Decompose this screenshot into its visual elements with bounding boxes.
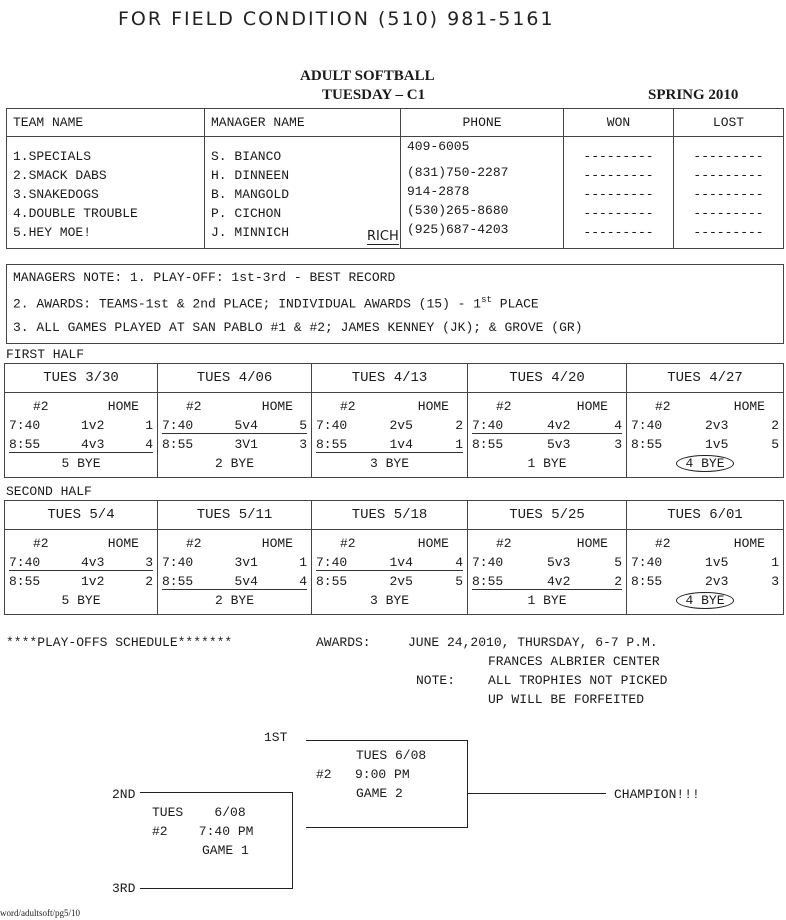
game-row bbox=[162, 574, 307, 590]
season-label: SPRING 2010 bbox=[648, 87, 739, 103]
note-line-1: MANAGERS NOTE: 1. PLAY-OFF: 1st-3rd - BEST RECORD bbox=[13, 270, 396, 285]
phone-number: (530)265-8680 bbox=[407, 203, 509, 218]
note-superscript: st bbox=[481, 295, 492, 305]
header-won: WON bbox=[564, 109, 674, 137]
bracket-line bbox=[140, 792, 293, 793]
week-date: TUES 6/01 bbox=[627, 501, 784, 530]
bracket-line bbox=[468, 793, 606, 794]
teams-table bbox=[6, 108, 784, 249]
game-row bbox=[162, 437, 307, 452]
field-label: #2 bbox=[186, 536, 202, 551]
game-row bbox=[316, 437, 463, 453]
game-row bbox=[162, 418, 307, 434]
lost-column bbox=[674, 137, 784, 249]
note-label: NOTE: bbox=[416, 673, 456, 688]
home-team: 5 bbox=[299, 418, 307, 433]
game-time: 8:55 bbox=[631, 574, 663, 589]
manager-name: S. BIANCO bbox=[211, 149, 282, 164]
game-row bbox=[631, 418, 779, 433]
game1-time: #2 7:40 PM bbox=[152, 824, 254, 839]
home-label: HOME bbox=[261, 536, 293, 551]
bye-label: 2 BYE bbox=[214, 593, 254, 608]
first-half-schedule bbox=[4, 363, 784, 478]
manager-name: J. MINNICH bbox=[211, 225, 290, 240]
won-value: --------- bbox=[583, 206, 654, 221]
awards-date: JUNE 24,2010, THURSDAY, 6-7 P.M. bbox=[408, 635, 658, 650]
lost-value: --------- bbox=[693, 149, 764, 164]
week-games bbox=[627, 393, 784, 478]
game2-label: GAME 2 bbox=[356, 786, 403, 801]
awards-label: AWARDS: bbox=[316, 635, 371, 650]
game-matchup: 2v5 bbox=[389, 574, 413, 589]
game-time: 8:55 bbox=[631, 437, 663, 452]
team-name-column bbox=[7, 137, 205, 249]
game-matchup: 2v3 bbox=[705, 418, 729, 433]
bracket-line bbox=[292, 792, 293, 889]
game-matchup: 1v5 bbox=[705, 555, 729, 570]
game-time: 8:55 bbox=[472, 437, 504, 452]
bracket-line bbox=[306, 827, 468, 828]
home-label: HOME bbox=[107, 399, 139, 414]
game-row bbox=[316, 418, 463, 433]
manager-name: P. CICHON bbox=[211, 206, 282, 221]
home-label: HOME bbox=[733, 399, 765, 414]
header-lost: LOST bbox=[674, 109, 784, 137]
second-half-schedule bbox=[4, 500, 784, 615]
game-matchup: 3V1 bbox=[234, 437, 258, 452]
home-team: 1 bbox=[771, 555, 779, 570]
field-condition-phone: FOR FIELD CONDITION (510) 981-5161 bbox=[118, 8, 555, 30]
home-team: 3 bbox=[299, 437, 307, 452]
home-team: 1 bbox=[145, 418, 153, 433]
game-time: 8:55 bbox=[162, 574, 194, 589]
trophies-note-1: ALL TROPHIES NOT PICKED bbox=[488, 673, 668, 688]
page-title: ADULT SOFTBALL bbox=[300, 68, 435, 84]
home-label: HOME bbox=[261, 399, 293, 414]
game-time: 8:55 bbox=[9, 437, 41, 452]
game-time: 7:40 bbox=[472, 555, 504, 570]
game-time: 7:40 bbox=[9, 418, 41, 433]
field-label: #2 bbox=[655, 399, 671, 414]
note-line-2-end: PLACE bbox=[491, 296, 539, 312]
phone-number: 914-2878 bbox=[407, 184, 470, 199]
home-label: HOME bbox=[576, 399, 608, 414]
won-value: --------- bbox=[583, 168, 654, 183]
bracket-line bbox=[467, 740, 468, 828]
home-label: HOME bbox=[417, 399, 449, 414]
lost-value: --------- bbox=[693, 168, 764, 183]
phone-column bbox=[367, 137, 564, 249]
week-games bbox=[468, 393, 627, 478]
home-team: 5 bbox=[455, 574, 463, 589]
home-team: 3 bbox=[614, 437, 622, 452]
home-label: HOME bbox=[417, 536, 449, 551]
lost-value: --------- bbox=[693, 225, 764, 240]
home-team: 4 bbox=[145, 437, 153, 452]
game2-date: TUES 6/08 bbox=[356, 748, 427, 763]
bye-label: 3 BYE bbox=[369, 456, 409, 471]
game-row bbox=[472, 574, 622, 590]
game-row bbox=[631, 574, 779, 589]
game-matchup: 2v5 bbox=[389, 418, 413, 433]
team-name: 3.SNAKEDOGS bbox=[13, 187, 99, 202]
manager-name: B. MANGOLD bbox=[211, 187, 290, 202]
won-value: --------- bbox=[583, 187, 654, 202]
playoffs-heading: ****PLAY-OFFS SCHEDULE******* bbox=[6, 635, 233, 650]
page-subtitle: TUESDAY – C1 bbox=[322, 87, 426, 103]
seed-2nd: 2ND bbox=[112, 787, 136, 802]
game1-date: TUES 6/08 bbox=[152, 805, 246, 820]
game-time: 7:40 bbox=[631, 555, 663, 570]
game-matchup: 4v2 bbox=[547, 418, 571, 433]
home-team: 1 bbox=[299, 555, 307, 570]
trophies-note-2: UP WILL BE FORFEITED bbox=[488, 692, 645, 707]
week-games bbox=[158, 530, 312, 615]
game-row bbox=[631, 437, 779, 452]
game-matchup: 4v2 bbox=[547, 574, 571, 589]
game-matchup: 4v3 bbox=[81, 555, 105, 570]
field-label: #2 bbox=[340, 399, 356, 414]
week-games bbox=[5, 393, 158, 478]
home-label: HOME bbox=[107, 536, 139, 551]
game-matchup: 5v3 bbox=[547, 555, 571, 570]
week-games bbox=[468, 530, 627, 615]
home-team: 4 bbox=[614, 418, 622, 433]
game-row bbox=[162, 555, 307, 570]
champion-label: CHAMPION!!! bbox=[614, 787, 700, 802]
managers-note bbox=[6, 264, 784, 344]
second-half-label: SECOND HALF bbox=[6, 484, 92, 499]
field-label: #2 bbox=[496, 536, 512, 551]
game-time: 8:55 bbox=[316, 437, 348, 452]
game-row bbox=[9, 555, 153, 571]
awards-place: FRANCES ALBRIER CENTER bbox=[488, 654, 660, 669]
week-date: TUES 5/18 bbox=[312, 501, 468, 530]
lost-value: --------- bbox=[693, 187, 764, 202]
phone-number: (831)750-2287 bbox=[407, 165, 509, 180]
home-team: 5 bbox=[771, 437, 779, 452]
bye-circled: 4 BYE bbox=[676, 455, 733, 472]
team-name: 2.SMACK DABS bbox=[13, 168, 107, 183]
note-line-2 bbox=[13, 295, 539, 311]
game-matchup: 3v1 bbox=[234, 555, 258, 570]
game-row bbox=[9, 437, 153, 453]
phone-number: (925)687-4203 bbox=[407, 222, 509, 237]
field-label: #2 bbox=[496, 399, 512, 414]
game-row bbox=[316, 574, 463, 589]
game-matchup: 1v2 bbox=[81, 418, 105, 433]
home-team: 3 bbox=[771, 574, 779, 589]
home-team: 1 bbox=[455, 437, 463, 452]
won-value: --------- bbox=[583, 149, 654, 164]
field-label: #2 bbox=[186, 399, 202, 414]
week-games bbox=[312, 393, 468, 478]
game-matchup: 4v3 bbox=[81, 437, 105, 452]
won-column bbox=[564, 137, 674, 249]
week-games bbox=[312, 530, 468, 615]
footer-path: word/adultsoft/pg5/10 bbox=[0, 908, 80, 918]
home-team: 2 bbox=[455, 418, 463, 433]
week-date: TUES 4/27 bbox=[627, 364, 784, 393]
won-value: --------- bbox=[583, 225, 654, 240]
home-team: 2 bbox=[614, 574, 622, 589]
game-time: 7:40 bbox=[162, 418, 194, 433]
team-name: 4.DOUBLE TROUBLE bbox=[13, 206, 138, 221]
week-date: TUES 5/11 bbox=[158, 501, 312, 530]
week-date: TUES 5/4 bbox=[5, 501, 158, 530]
note-line-2-text: 2. AWARDS: TEAMS-1st & 2nd PLACE; INDIVIDUAL AWARDS (15) - 1 bbox=[13, 296, 482, 312]
week-date: TUES 3/30 bbox=[5, 364, 158, 393]
bracket-line bbox=[306, 740, 468, 741]
game-row bbox=[9, 418, 153, 433]
week-games bbox=[5, 530, 158, 615]
game-row bbox=[472, 437, 622, 452]
game-time: 7:40 bbox=[316, 555, 348, 570]
game1-label: GAME 1 bbox=[202, 843, 249, 858]
header-team-name: TEAM NAME bbox=[7, 109, 205, 137]
home-label: HOME bbox=[576, 536, 608, 551]
game-time: 8:55 bbox=[9, 574, 41, 589]
home-team: 5 bbox=[614, 555, 622, 570]
game-matchup: 1v4 bbox=[389, 437, 413, 452]
team-name: 5.HEY MOE! bbox=[13, 225, 92, 240]
team-name: 1.SPECIALS bbox=[13, 149, 92, 164]
week-games bbox=[627, 530, 784, 615]
bye-label: 2 BYE bbox=[214, 456, 254, 471]
week-date: TUES 4/13 bbox=[312, 364, 468, 393]
game2-time: #2 9:00 PM bbox=[316, 767, 410, 782]
handwritten-rich: RICH bbox=[367, 229, 399, 244]
first-half-label: FIRST HALF bbox=[6, 347, 85, 362]
field-label: #2 bbox=[655, 536, 671, 551]
lost-value: --------- bbox=[693, 206, 764, 221]
game-matchup: 1v2 bbox=[81, 574, 105, 589]
phone-number: 409-6005 bbox=[407, 139, 470, 154]
game-time: 7:40 bbox=[316, 418, 348, 433]
home-team: 2 bbox=[771, 418, 779, 433]
home-team: 2 bbox=[145, 574, 153, 589]
game-time: 8:55 bbox=[162, 437, 194, 452]
game-time: 7:40 bbox=[472, 418, 504, 433]
game-time: 7:40 bbox=[9, 555, 41, 570]
home-team: 3 bbox=[145, 555, 153, 570]
header-manager-name: MANAGER NAME bbox=[205, 109, 401, 137]
week-date: TUES 4/06 bbox=[158, 364, 312, 393]
field-label: #2 bbox=[33, 399, 49, 414]
game-matchup: 1v4 bbox=[389, 555, 413, 570]
game-matchup: 5v4 bbox=[234, 418, 258, 433]
header-phone: PHONE bbox=[401, 109, 564, 137]
field-label: #2 bbox=[33, 536, 49, 551]
game-matchup: 5v4 bbox=[234, 574, 258, 589]
manager-name: H. DINNEEN bbox=[211, 168, 290, 183]
game-time: 7:40 bbox=[162, 555, 194, 570]
bye-label: 5 BYE bbox=[61, 593, 101, 608]
home-team: 4 bbox=[455, 555, 463, 570]
game-matchup: 2v3 bbox=[705, 574, 729, 589]
game-time: 8:55 bbox=[316, 574, 348, 589]
week-games bbox=[158, 393, 312, 478]
seed-3rd: 3RD bbox=[112, 881, 136, 896]
game-row bbox=[631, 555, 779, 570]
bye-label: 3 BYE bbox=[369, 593, 409, 608]
bracket-line bbox=[140, 888, 293, 889]
game-row bbox=[472, 555, 622, 570]
game-time: 7:40 bbox=[631, 418, 663, 433]
game-row bbox=[316, 555, 463, 571]
week-date: TUES 4/20 bbox=[468, 364, 627, 393]
game-time: 8:55 bbox=[472, 574, 504, 589]
game-row bbox=[472, 418, 622, 434]
game-matchup: 5v3 bbox=[547, 437, 571, 452]
home-team: 4 bbox=[299, 574, 307, 589]
game-row bbox=[9, 574, 153, 589]
week-date: TUES 5/25 bbox=[468, 501, 627, 530]
game-matchup: 1v5 bbox=[705, 437, 729, 452]
bye-label: 1 BYE bbox=[527, 456, 567, 471]
home-label: HOME bbox=[733, 536, 765, 551]
bye-label: 5 BYE bbox=[61, 456, 101, 471]
seed-1st: 1ST bbox=[264, 730, 288, 745]
bye-circled: 4 BYE bbox=[676, 592, 733, 609]
field-label: #2 bbox=[340, 536, 356, 551]
note-line-3: 3. ALL GAMES PLAYED AT SAN PABLO #1 & #2; JAMES KENNEY (JK); & GROVE (GR) bbox=[13, 320, 583, 335]
bye-label: 1 BYE bbox=[527, 593, 567, 608]
